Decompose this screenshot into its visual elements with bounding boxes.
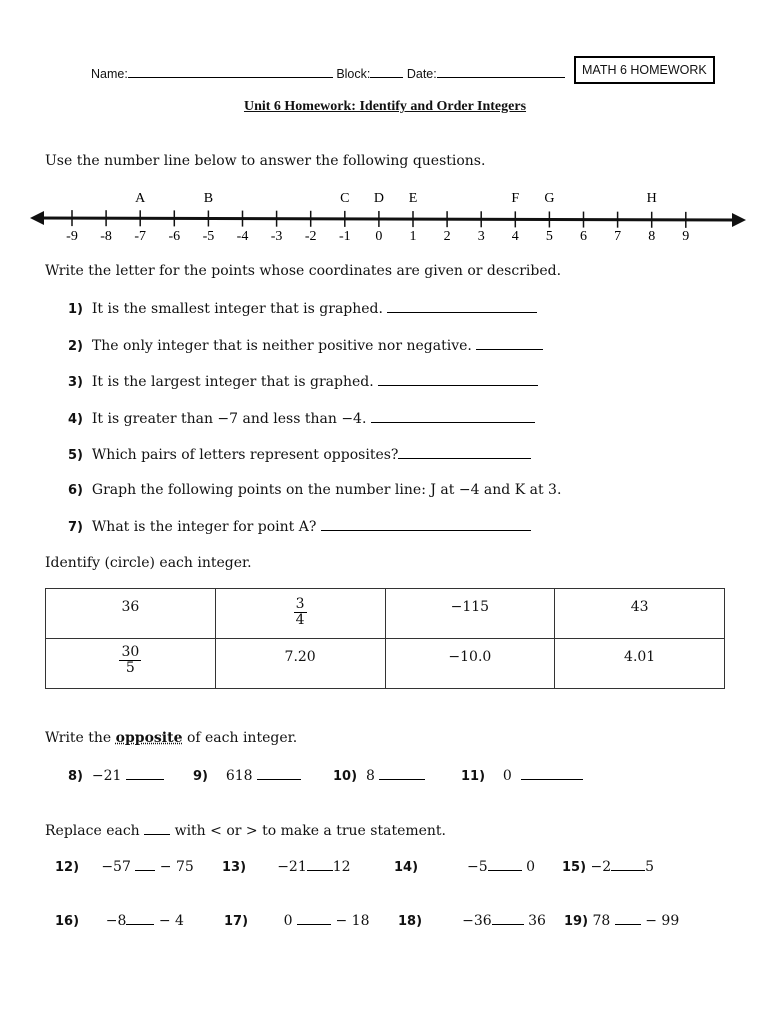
section-opposites-instructions [45,730,297,746]
item-number: 16) [55,914,80,929]
answer-blank[interactable] [387,299,537,313]
tick-label: 1 [409,229,417,244]
table-row [46,639,725,689]
compare-item-13 [222,857,351,875]
item-number: 18) [398,914,423,929]
integer-table [45,588,725,689]
item-number: 14) [394,860,419,875]
instruction-text: Write the [45,730,116,746]
fraction-denominator: 5 [125,660,135,677]
point-label-b: B [203,191,214,206]
answer-blank[interactable] [615,911,641,925]
question-text: It is the largest integer that is graphed. [91,374,374,390]
fraction [294,597,307,629]
tick-label: -8 [100,229,112,244]
right-value: − 75 [159,859,194,875]
answer-blank[interactable] [371,409,535,423]
question-5 [68,445,531,463]
tick-label: -7 [134,229,147,244]
cell-value: 4.01 [624,649,656,665]
item-number: 12) [55,860,80,875]
name-blank[interactable] [128,64,333,78]
question-2 [68,336,543,354]
page-title: Unit 6 Homework: Identify and Order Integers [243,99,527,114]
compare-item-17 [224,911,369,929]
instruction-blank [144,821,170,835]
table-cell[interactable] [385,589,555,639]
left-value: 78 [592,913,611,929]
cell-value: 7.20 [284,649,316,665]
item-number: 11) [461,769,486,784]
opposite-item-9 [193,766,301,784]
answer-blank[interactable] [126,911,154,925]
cell-value: −115 [450,599,490,615]
item-value: −21 [91,768,122,784]
tick-label: -2 [304,229,317,244]
compare-item-15 [562,857,654,875]
left-value: −21 [277,859,307,875]
cell-value: −10.0 [448,649,492,665]
table-cell[interactable] [215,589,385,639]
right-value: − 99 [645,913,680,929]
number-line [0,180,770,250]
left-value: −8 [105,913,127,929]
compare-item-14 [394,857,535,875]
answer-blank[interactable] [476,336,543,350]
answer-blank[interactable] [492,911,524,925]
point-label-f: F [511,191,520,206]
table-cell[interactable] [385,639,555,689]
compare-item-16 [55,911,184,929]
table-cell[interactable] [46,639,216,689]
item-number: 13) [222,860,247,875]
question-text: The only integer that is neither positive nor negative. [91,338,472,354]
point-label-e: E [408,191,418,206]
item-value: 618 [225,768,253,784]
question-number: 6) [68,483,83,498]
table-row [46,589,725,639]
question-text: Which pairs of letters represent opposites? [91,447,399,463]
answer-blank[interactable] [297,911,331,925]
tick-label: -1 [338,229,351,244]
section-letters-instructions: Write the letter for the points whose coordinates are given or described. [45,263,562,279]
answer-blank[interactable] [398,445,531,459]
question-1 [68,299,537,317]
compare-item-19 [564,911,679,929]
point-label-h: H [646,191,657,206]
left-value: −2 [590,859,612,875]
compare-item-12 [55,857,194,875]
tick-label: -4 [236,229,249,244]
opposite-item-8 [68,766,164,784]
tick-label: -3 [270,229,283,244]
right-value: 0 [526,859,536,875]
answer-blank[interactable] [611,857,645,871]
cell-value: 43 [630,599,649,615]
right-value: 5 [645,859,655,875]
tick-label: 4 [511,229,519,244]
question-number: 3) [68,375,83,390]
item-number: 9) [193,769,208,784]
opposite-item-11 [461,766,583,784]
cell-value: 36 [121,599,140,615]
tick-label: 0 [375,229,383,244]
right-arrow-icon [732,213,746,227]
question-number: 2) [68,339,83,354]
name-label: Name: [91,67,128,81]
tick-label: 5 [545,229,553,244]
right-value: − 18 [335,913,370,929]
tick-label: 2 [443,229,451,244]
tick-label: -5 [202,229,215,244]
question-number: 5) [68,448,83,463]
item-number: 8) [68,769,83,784]
answer-blank[interactable] [521,766,583,780]
right-value: − 4 [158,913,184,929]
question-number: 7) [68,520,83,535]
item-number: 19) [564,914,589,929]
tick-label: 7 [614,229,622,244]
fraction [119,645,141,677]
right-value: 36 [528,913,546,929]
answer-blank[interactable] [488,857,522,871]
point-label-g: G [544,191,555,206]
fraction-denominator: 4 [295,612,305,629]
left-value: 0 [283,913,293,929]
instruction-text: with < or > to make a true statement. [170,823,447,839]
left-arrow-icon [30,211,44,225]
block-label: Block: [336,67,371,81]
name-field-row [91,64,565,81]
question-text: What is the integer for point A? [91,519,317,535]
item-number: 10) [333,769,358,784]
table-cell[interactable] [555,639,725,689]
question-4 [68,409,535,427]
opposite-keyword: opposite [115,730,183,746]
block-blank[interactable] [370,64,403,78]
left-value: −57 [101,859,131,875]
item-number: 17) [224,914,249,929]
question-3 [68,372,538,390]
question-text: Graph the following points on the number line: J at −4 and K at 3. [91,482,562,498]
fraction-numerator: 3 [295,596,305,612]
question-text: It is the smallest integer that is graphed. [91,301,383,317]
answer-blank[interactable] [378,372,538,386]
point-label-d: D [373,191,384,206]
tick-label: 6 [580,229,587,244]
question-6 [68,482,561,498]
item-value: 0 [502,768,512,784]
answer-blank[interactable] [307,857,333,871]
instruction-text: Replace each [45,823,145,839]
question-text: It is greater than −7 and less than −4. [91,411,367,427]
opposite-item-10 [333,766,425,784]
answer-blank[interactable] [379,766,425,780]
left-value: −5 [467,859,488,875]
date-blank[interactable] [437,64,565,78]
fraction-numerator: 30 [121,644,140,660]
answer-blank[interactable] [135,857,155,871]
answer-blank[interactable] [257,766,301,780]
point-label-c: C [340,191,350,206]
left-value: −36 [462,913,492,929]
point-label-a: A [135,191,146,206]
table-cell[interactable] [555,589,725,639]
question-number: 1) [68,302,83,317]
intro-text: Use the number line below to answer the following questions. [45,153,486,169]
item-value: 8 [365,768,375,784]
table-cell[interactable] [215,639,385,689]
answer-blank[interactable] [321,517,531,531]
table-cell[interactable] [46,589,216,639]
course-badge: MATH 6 HOMEWORK [574,56,715,84]
compare-item-18 [398,911,546,929]
tick-label: 9 [682,229,690,244]
number-line-axis [38,218,738,220]
question-number: 4) [68,412,83,427]
tick-label: 3 [477,229,485,244]
tick-label: -9 [66,229,78,244]
right-value: 12 [332,859,351,875]
item-number: 15) [562,860,587,875]
answer-blank[interactable] [126,766,164,780]
tick-label: 8 [648,229,656,244]
section-compare-instructions [45,821,446,839]
question-7 [68,517,531,535]
date-label: Date: [406,67,437,81]
tick-label: -6 [168,229,181,244]
section-identify-instructions: Identify (circle) each integer. [45,555,252,571]
instruction-text: of each integer. [182,730,298,746]
